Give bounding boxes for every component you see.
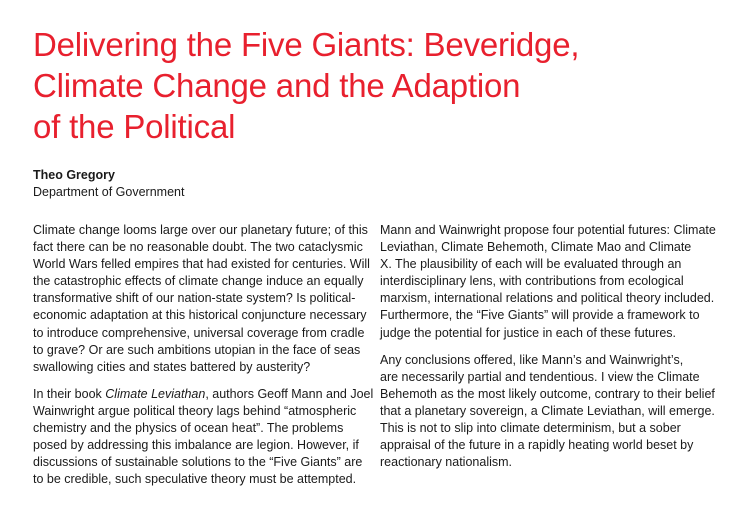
title-line: Delivering the Five Giants: Beveridge,: [33, 26, 580, 63]
text-line: swallowing cities and states battered by austerity?: [33, 359, 311, 374]
author-name: Theo Gregory: [33, 168, 115, 182]
text-line: to be credible, such speculative theory must be attempted.: [33, 472, 357, 487]
text-line: judge the potential for justice in each of these futures.: [380, 325, 677, 340]
paragraph: [380, 222, 725, 342]
text-line: the catastrophic effects of climate change induce an equally: [33, 274, 364, 289]
text-line: fact there can be no reasonable doubt. The two cataclysmic: [33, 240, 363, 255]
title-line: Climate Change and the Adaption: [33, 67, 521, 104]
right-column: [380, 222, 725, 481]
paragraph: [380, 352, 725, 472]
left-column: [33, 222, 378, 498]
text-fragment: In their book: [33, 386, 106, 401]
author-department: Department of Government: [33, 185, 185, 199]
text-line: economic adaptation at this historical conjuncture necessary: [33, 308, 367, 323]
text-line: Leviathan, Climate Behemoth, Climate Mao and Climate: [380, 240, 692, 255]
text-line: World Wars felled empires that had existed for centuries. Will: [33, 257, 370, 272]
text-line: Mann and Wainwright propose four potential futures: Climate: [380, 223, 716, 237]
text-line: This is not to slip into climate determinism, but a sober: [380, 421, 681, 436]
text-fragment: , authors Geoff Mann and Joel: [205, 386, 374, 401]
text-line: posed by addressing this imbalance are legion. However, if: [33, 438, 359, 453]
text-line: discussions of sustainable solutions to the “Five Giants” are: [33, 455, 363, 470]
text-line: to grave? Or are such ambitions utopian in the face of seas: [33, 342, 361, 357]
text-line: that a planetary sovereign, a Climate Leviathan, will emerge.: [380, 403, 715, 418]
text-line: to introduce comprehensive, universal coverage from cradle: [33, 325, 365, 340]
text-line: Wainwright argue political theory lags behind “atmospheric: [33, 403, 357, 418]
text-line: marxism, international relations and political theory included.: [380, 291, 715, 306]
text-line: appraisal of the future in a rapidly heating world beset by: [380, 438, 694, 453]
text-line: chemistry and the physics of ocean heat”. The problems: [33, 421, 344, 436]
title-line: of the Political: [33, 108, 236, 145]
text-line: Furthermore, the “Five Giants” will provide a framework to: [380, 308, 700, 323]
text-line: interdisciplinary lens, with contributions from ecological: [380, 274, 684, 289]
paragraph: [33, 386, 378, 489]
paragraph: [33, 222, 378, 376]
text-line: X. The plausibility of each will be evaluated through an: [380, 257, 682, 272]
text-line: Climate change looms large over our planetary future; of this: [33, 223, 368, 237]
text-line: transformative shift of our nation-state system? Is political-: [33, 291, 356, 306]
text-line: Behemoth as the most likely outcome, contrary to their belief: [380, 386, 715, 401]
book-title: Climate Leviathan: [105, 386, 206, 401]
text-line: reactionary nationalism.: [380, 455, 513, 470]
text-line: are necessarily partial and tendentious. I view the Climate: [380, 369, 700, 384]
article-title: [33, 24, 723, 147]
text-line: Any conclusions offered, like Mann’s and Wainwright’s,: [380, 352, 684, 367]
text-line: [33, 386, 378, 403]
